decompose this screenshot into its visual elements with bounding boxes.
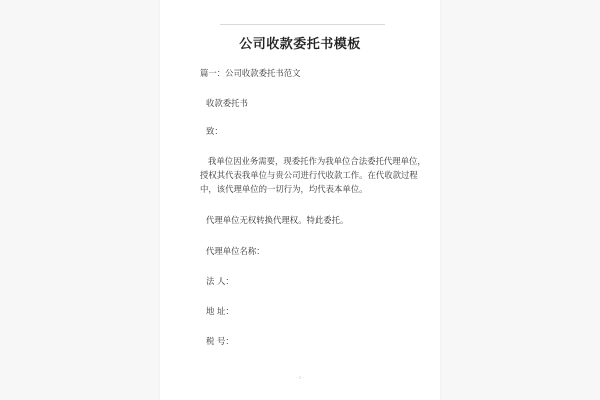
- letter-heading: 收款委托书: [206, 98, 248, 108]
- body-line: 中，该代理单位的一切行为，均代表本单位。: [200, 184, 368, 194]
- field-address: 地 址：: [206, 306, 234, 316]
- field-legal-person: 法 人：: [206, 276, 234, 286]
- body-line: 授权其代表我单位与贵公司进行代收款工作。在代收款过程: [200, 170, 418, 180]
- field-agent-name: 代理单位名称：: [206, 246, 265, 256]
- document-page: [160, 0, 440, 400]
- page-footer: - 1 -: [296, 375, 304, 380]
- body-line: 代理单位无权转换代理权。特此委托。: [206, 215, 349, 225]
- document-title: 公司收款委托书模板: [239, 37, 361, 52]
- document-subtitle: 篇一：公司收款委托书范文: [200, 68, 301, 78]
- body-line: 我单位因业务需要，现委托作为我单位合法委托代理单位，: [208, 156, 426, 166]
- top-divider: [220, 24, 385, 25]
- field-tax-number: 税 号：: [206, 336, 234, 346]
- letter-addressee: 致：: [206, 126, 223, 136]
